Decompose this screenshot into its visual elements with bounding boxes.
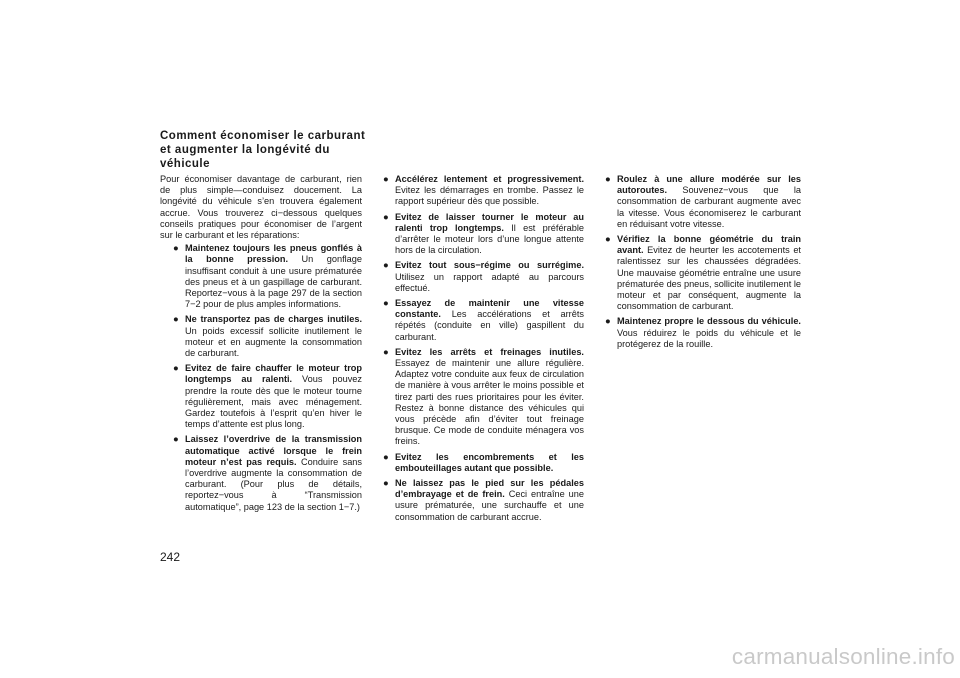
tip-item	[383, 298, 584, 343]
tip-item	[173, 363, 362, 430]
tip-heading: Vérifiez la bonne géométrie du train avant.	[617, 234, 801, 256]
bullet-icon: ●	[383, 298, 389, 310]
bullet-icon: ●	[383, 174, 389, 185]
tip-heading: Laissez l’overdrive de la transmission automatique activé lorsque le frein moteur n’est pas requis.	[185, 434, 362, 467]
tip-item	[173, 434, 362, 512]
tip-heading: Ne laissez pas le pied sur les pédales d’embrayage et de frein.	[395, 478, 584, 500]
tip-item	[605, 316, 801, 350]
tip-text: Les accélérations et arrêts répétés (conduite en ville) gaspillent du carburant.	[395, 309, 584, 342]
bullet-icon: ●	[605, 234, 611, 246]
watermark: carmanualsonline.info	[731, 644, 955, 669]
bullet-icon: ●	[383, 346, 389, 358]
bullet-icon: ●	[605, 174, 611, 185]
tip-text: Un gonflage insuffisant conduit à une usure prématurée des pneus et à un gaspillage de carburant. Reportez−vous à la page 297 de la section 7−2 pour de plus amples informations.	[185, 254, 362, 310]
tip-item	[605, 174, 801, 230]
bullet-icon: ●	[383, 260, 389, 272]
tip-heading: Evitez les arrêts et freinages inutiles.	[395, 346, 584, 357]
bullet-icon: ●	[173, 243, 179, 255]
tip-item	[383, 174, 584, 208]
tip-text: Evitez les démarrages en trombe. Passez le rapport supérieur dès que possible.	[395, 185, 584, 207]
tips-list-3	[605, 174, 801, 350]
bullet-icon: ●	[173, 314, 179, 326]
section-title: Comment économiser le carburant et augmenter la longévité du véhicule	[160, 130, 366, 170]
tip-text: Evitez de heurter les accotements et ralentissez sur les chaussées dégradées. Une mauvaise géométrie entraîne une usure prématurée des pneus, sollicite inutilement le moteur et par conséquent, augmente la consommation de carburant.	[617, 245, 801, 312]
tip-item	[173, 243, 362, 310]
tips-list-1	[160, 243, 362, 513]
tip-heading: Ne transportez pas de charges inutiles.	[185, 314, 362, 325]
tip-text: Essayez de maintenir une allure régulière. Adaptez votre conduite aux feux de circulation de manière à vous arrêter le moins possible et tirez parti des rues prioritaires pour les éviter. Restez à bonne distance des véhicules qui vous précède afin d’éviter tout freinage brusque. Ce mode de conduite ménagera vos freins.	[395, 358, 584, 447]
tip-heading: Evitez tout sous−régime ou surrégime.	[395, 260, 584, 271]
tip-heading: Evitez les encombrements et les embouteillages autant que possible.	[395, 451, 584, 473]
bullet-icon: ●	[173, 434, 179, 446]
bullet-icon: ●	[605, 316, 611, 328]
tip-text: Un poids excessif sollicite inutilement le moteur et en augmente la consommation de carburant.	[185, 325, 362, 359]
tip-item	[605, 234, 801, 312]
tip-heading: Essayez de maintenir une vitesse constante.	[395, 298, 584, 320]
tip-item	[383, 478, 584, 523]
tip-item	[383, 452, 584, 474]
tip-heading: Evitez de faire chauffer le moteur trop longtemps au ralenti.	[185, 363, 362, 385]
tip-item	[383, 212, 584, 257]
bullet-icon: ●	[173, 363, 179, 375]
tip-heading: Evitez de laisser tourner le moteur au ralenti trop longtemps.	[395, 211, 584, 233]
bullet-icon: ●	[383, 478, 389, 490]
tip-heading: Maintenez propre le dessous du véhicule.	[617, 316, 801, 327]
tip-item	[383, 260, 584, 294]
tip-text: Conduire sans l’overdrive augmente la consommation de carburant. (Pour plus de détails, reportez−vous à “Transmission automatique”, page 123 de la section 1−7.)	[185, 456, 363, 512]
tips-list-2	[383, 174, 584, 523]
tip-item	[173, 314, 362, 359]
bullet-icon: ●	[383, 211, 389, 223]
intro-paragraph: Pour économiser davantage de carburant, rien de plus simple—conduisez doucement. La longévité du véhicule s’en trouvera également accrue. Vous trouverez ci−dessous quelques conseils pratiques pour économiser de l’argent sur le carburant et les réparations:	[160, 174, 362, 241]
page-number: 242	[160, 550, 181, 564]
tip-item	[383, 347, 584, 448]
tip-text: Il est préférable d’arrêter le moteur lors d’une longue attente hors de la circulation.	[395, 222, 584, 256]
column-3	[605, 174, 801, 354]
tip-text: Ceci entraîne une usure prématurée, une surchauffe et une consommation de carburant accrue.	[395, 489, 584, 522]
tip-text: Utilisez un rapport adapté au parcours effectué.	[395, 271, 584, 293]
tip-heading: Roulez à une allure modérée sur les autoroutes.	[617, 174, 801, 196]
column-2	[383, 174, 584, 527]
tip-heading: Maintenez toujours les pneus gonflés à la bonne pression.	[185, 243, 362, 265]
tip-heading: Accélérez lentement et progressivement.	[395, 174, 584, 184]
tip-text: Souvenez−vous que la consommation de carburant augmente avec la vitesse. Vous économiserez le carburant en réduisant votre vitesse.	[617, 185, 801, 229]
bullet-icon: ●	[383, 451, 389, 463]
tip-text: Vous réduirez le poids du véhicule et le protégerez de la rouille.	[617, 327, 801, 349]
tip-text: Vous pouvez prendre la route dès que le moteur tourne régulièrement, mais avec ménagement. Gardez toutefois à l’esprit qu’en hiver le temps d’attente est plus long.	[185, 374, 363, 430]
column-1	[160, 174, 362, 517]
